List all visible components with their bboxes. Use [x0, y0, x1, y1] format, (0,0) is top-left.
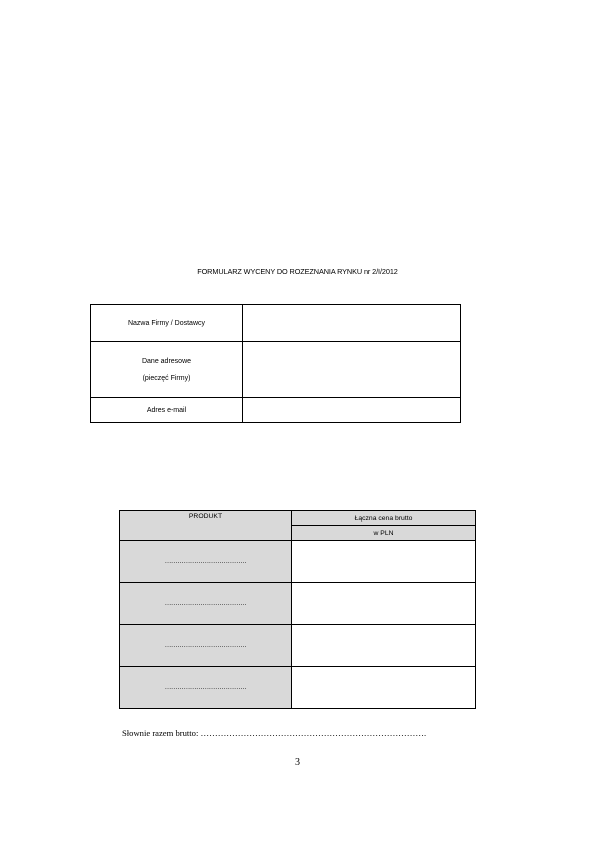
total-in-words-line[interactable]: Słownie razem brutto: …………………………………………………………………….: [122, 728, 427, 738]
product-price-cell[interactable]: [292, 625, 476, 667]
email-value[interactable]: [243, 398, 461, 423]
address-label-line1: Dane adresowe: [141, 357, 192, 365]
product-row: [120, 583, 476, 625]
address-value[interactable]: [243, 342, 461, 398]
email-label: [91, 398, 243, 423]
header-unit: w PLN: [292, 526, 476, 541]
product-name-cell[interactable]: …………………………………: [120, 667, 292, 709]
product-name-cell[interactable]: …………………………………: [120, 541, 292, 583]
product-name-cell[interactable]: …………………………………: [120, 583, 292, 625]
page-number: 3: [295, 757, 300, 768]
product-row: [120, 667, 476, 709]
product-price-cell[interactable]: [292, 583, 476, 625]
product-row: [120, 625, 476, 667]
product-price-table: [119, 510, 476, 709]
product-header-row-1: [120, 511, 476, 526]
firm-name-row: [91, 305, 461, 342]
header-product: PRODUKT: [120, 511, 292, 541]
firm-info-table: [90, 304, 461, 423]
email-label-text: Adres e-mail: [146, 406, 187, 414]
firm-name-label-text: Nazwa Firmy / Dostawcy: [127, 319, 205, 327]
product-name-cell[interactable]: …………………………………: [120, 625, 292, 667]
firm-name-value[interactable]: [243, 305, 461, 342]
product-price-cell[interactable]: [292, 667, 476, 709]
address-label-line2: (pieczęć Firmy): [142, 374, 191, 382]
firm-name-label: [91, 305, 243, 342]
address-label: [91, 342, 243, 398]
header-price: Łączna cena brutto: [292, 511, 476, 526]
email-row: [91, 398, 461, 423]
address-row: [91, 342, 461, 398]
form-title: FORMULARZ WYCENY DO ROZEZNANIA RYNKU nr 2/I/2012: [197, 267, 398, 276]
product-price-cell[interactable]: [292, 541, 476, 583]
product-row: [120, 541, 476, 583]
